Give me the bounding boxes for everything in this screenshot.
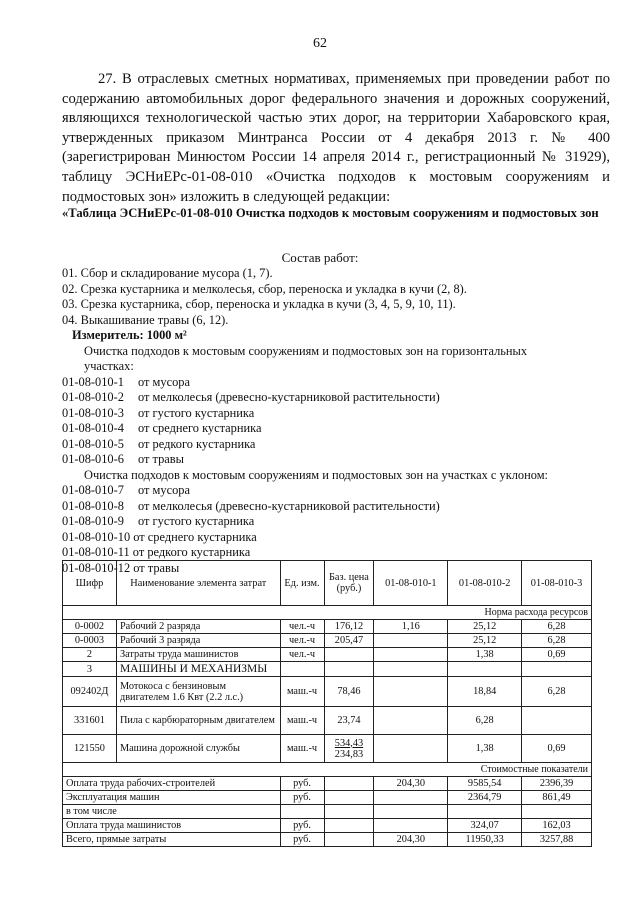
norm-label: Норма расхода ресурсов — [63, 606, 592, 620]
cell-v2: 1,38 — [448, 648, 522, 662]
code-desc: от травы — [138, 452, 184, 466]
cell-code: 0-0003 — [63, 634, 117, 648]
cell-unit: чел.-ч — [280, 620, 324, 634]
cell-v3: 0,69 — [522, 648, 592, 662]
total-v2 — [448, 805, 522, 819]
work-item: 02. Срезка кустарника и мелколесья, сбор, переноска и укладка в кучи (2, 8). — [62, 281, 467, 296]
code: 01-08-010-1 — [62, 374, 124, 389]
total-v1: 204,30 — [374, 833, 448, 847]
resources-table — [62, 560, 592, 847]
code-desc: от редкого кустарника — [132, 545, 251, 559]
cell-v1 — [374, 677, 448, 707]
total-v1: 204,30 — [374, 777, 448, 791]
price-primary: 534,43 — [334, 737, 364, 749]
total-v1 — [374, 805, 448, 819]
cell-unit: маш.-ч — [280, 677, 324, 707]
code: 01-08-010-12 — [62, 560, 131, 575]
total-row — [63, 819, 592, 833]
cell-code: 331601 — [63, 707, 117, 735]
total-v2: 2364,79 — [448, 791, 522, 805]
code-desc: от густого кустарника — [138, 405, 255, 420]
cell-code: 092402Д — [63, 677, 117, 707]
cell-v1 — [374, 648, 448, 662]
group1-title: Очистка подходов к мостовым сооружениям и подмостовых зон на горизонтальных участках: — [84, 343, 528, 373]
cell-name: Рабочий 3 разряда — [116, 634, 280, 648]
cell-v1: 1,16 — [374, 620, 448, 634]
page-number: 62 — [313, 36, 327, 51]
total-v1 — [374, 791, 448, 805]
total-row — [63, 791, 592, 805]
code: 01-08-010-4 — [62, 421, 124, 435]
code-row — [62, 452, 574, 468]
cell-v2: 25,12 — [448, 634, 522, 648]
code: 01-08-010-7 — [62, 483, 124, 497]
total-unit: руб. — [280, 791, 324, 805]
header-col2: 01-08-010-2 — [448, 561, 522, 606]
total-v3: 861,49 — [522, 791, 592, 805]
cell-v2: 6,28 — [448, 707, 522, 735]
code-row — [62, 483, 574, 499]
total-row — [63, 833, 592, 847]
cell-v2: 25,12 — [448, 620, 522, 634]
code: 01-08-010-11 — [62, 545, 130, 559]
code: 01-08-010-6 — [62, 452, 124, 466]
table-row — [63, 735, 592, 763]
code: 01-08-010-8 — [62, 498, 124, 513]
table-row — [63, 620, 592, 634]
table-title: «Таблица ЭСНиЕРс-01-08-010 Очистка подходов к мостовым сооружениям и подмостовых зон — [62, 206, 599, 220]
group2-title: Очистка подходов к мостовым сооружениям и подмостовых зон на участках с уклоном: — [84, 467, 548, 482]
table-header-row — [63, 561, 592, 606]
cell-v3: 6,28 — [522, 677, 592, 707]
code-row — [62, 421, 574, 437]
code-desc: от среднего кустарника — [133, 529, 257, 544]
total-row — [63, 805, 592, 819]
cell-unit: чел.-ч — [280, 648, 324, 662]
cell-v3: 0,69 — [522, 735, 592, 763]
code-row — [62, 499, 574, 515]
cell-v2: 18,84 — [448, 677, 522, 707]
code: 01-08-010-10 — [62, 529, 131, 544]
cell-v2: 1,38 — [448, 735, 522, 763]
code-desc: от мусора — [138, 374, 190, 389]
work-item: 01. Сбор и складирование мусора (1, 7). — [62, 266, 273, 280]
code-row — [62, 530, 574, 546]
header-code: Шифр — [63, 561, 117, 606]
header-col3: 01-08-010-3 — [522, 561, 592, 606]
total-v3: 3257,88 — [522, 833, 592, 847]
code-desc: от редкого кустарника — [138, 436, 256, 451]
code-row — [62, 545, 574, 561]
total-v3: 162,03 — [522, 819, 592, 833]
table-row — [63, 677, 592, 707]
code: 01-08-010-9 — [62, 514, 124, 528]
code-desc: от густого кустарника — [138, 514, 255, 528]
total-row — [63, 777, 592, 791]
code-row — [62, 390, 574, 406]
cell-price — [324, 648, 374, 662]
cell-price: 78,46 — [324, 677, 374, 707]
work-item: 03. Срезка кустарника, сбор, переноска и укладка в кучи (3, 4, 5, 9, 10, 11). — [62, 297, 456, 311]
total-unit: руб. — [280, 833, 324, 847]
measure-unit: Измеритель: 1000 м² — [72, 328, 187, 342]
code: 01-08-010-5 — [62, 436, 124, 451]
sostav-heading: Состав работ: — [281, 250, 359, 265]
table-row — [63, 648, 592, 662]
cell-price: 23,74 — [324, 707, 374, 735]
cell-name: Пила с карбюраторным двигателем — [116, 707, 280, 735]
cell-v3: 6,28 — [522, 634, 592, 648]
total-v2: 324,07 — [448, 819, 522, 833]
code-desc: от мусора — [138, 483, 190, 497]
total-v2: 9585,54 — [448, 777, 522, 791]
cell-unit: чел.-ч — [280, 634, 324, 648]
work-list — [62, 266, 574, 576]
cell-name: Мотокоса с бензиновым двигателем 1.6 Квт (2.2 л.с.) — [116, 677, 280, 707]
cell-v3 — [522, 707, 592, 735]
total-name: в том числе — [63, 805, 281, 819]
table-row — [63, 662, 592, 677]
total-name: Эксплуатация машин — [63, 791, 281, 805]
code-desc: от мелколесья (древесно-кустарниковой растительности) — [138, 498, 440, 513]
cell-unit: маш.-ч — [280, 707, 324, 735]
total-v3 — [522, 805, 592, 819]
cell-name: Рабочий 2 разряда — [116, 620, 280, 634]
cell-code: 121550 — [63, 735, 117, 763]
intro-paragraph: 27. В отраслевых сметных нормативах, применяемых при проведении работ по содержанию автомобильных дорог федерального значения и дорожных сооружений, являющихся технологической частью этих дорог, на территории Хабаровского края, утвержденных приказом Минтранса России от 4 декабря 2013 г. № 400 (зарегистрирован Минюстом России 14 апреля 2014 г., регистрационный № 31929), таблицу ЭСНиЕРс-01-08-010 «Очистка подходов к мостовым сооружениям и подмостовых зон» изложить в следующей редакции: — [62, 71, 610, 205]
code-desc: от среднего кустарника — [138, 421, 262, 435]
cell-v1 — [374, 634, 448, 648]
cell-v3: 6,28 — [522, 620, 592, 634]
cell-code: 0-0002 — [63, 620, 117, 634]
cell-v1 — [374, 707, 448, 735]
total-v1 — [374, 819, 448, 833]
header-name: Наименование элемента затрат — [116, 561, 280, 606]
work-item: 04. Выкашивание травы (6, 12). — [62, 312, 229, 327]
header-price: Баз. цена (руб.) — [324, 561, 374, 606]
total-name: Оплата труда рабочих-строителей — [63, 777, 281, 791]
code-row — [62, 437, 574, 453]
cell-unit: маш.-ч — [280, 735, 324, 763]
cell-price: 205,47 — [324, 634, 374, 648]
total-unit: руб. — [280, 777, 324, 791]
cell-price — [324, 735, 374, 763]
cell-v1 — [374, 735, 448, 763]
code-desc: от мелколесья (древесно-кустарниковой растительности) — [138, 390, 440, 404]
cost-label: Стоимостные показатели — [63, 763, 592, 777]
code-row — [62, 406, 574, 422]
machines-heading: МАШИНЫ И МЕХАНИЗМЫ — [116, 662, 280, 677]
cell-price: 176,12 — [324, 620, 374, 634]
code: 01-08-010-2 — [62, 390, 124, 404]
code-desc: от травы — [133, 560, 180, 575]
total-unit: руб. — [280, 819, 324, 833]
code-row — [62, 375, 574, 391]
header-unit: Ед. изм. — [280, 561, 324, 606]
total-name: Оплата труда машинистов — [63, 819, 281, 833]
table-row — [63, 634, 592, 648]
cell-code: 3 — [63, 662, 117, 677]
code-row — [62, 514, 574, 530]
code: 01-08-010-3 — [62, 405, 124, 420]
total-v2: 11950,33 — [448, 833, 522, 847]
cell-code: 2 — [63, 648, 117, 662]
total-v3: 2396,39 — [522, 777, 592, 791]
total-unit — [280, 805, 324, 819]
price-secondary: 234,83 — [334, 748, 364, 760]
header-col1: 01-08-010-1 — [374, 561, 448, 606]
total-name: Всего, прямые затраты — [63, 833, 281, 847]
table-row — [63, 707, 592, 735]
cell-name: Машина дорожной службы — [116, 735, 280, 763]
cell-name: Затраты труда машинистов — [116, 648, 280, 662]
